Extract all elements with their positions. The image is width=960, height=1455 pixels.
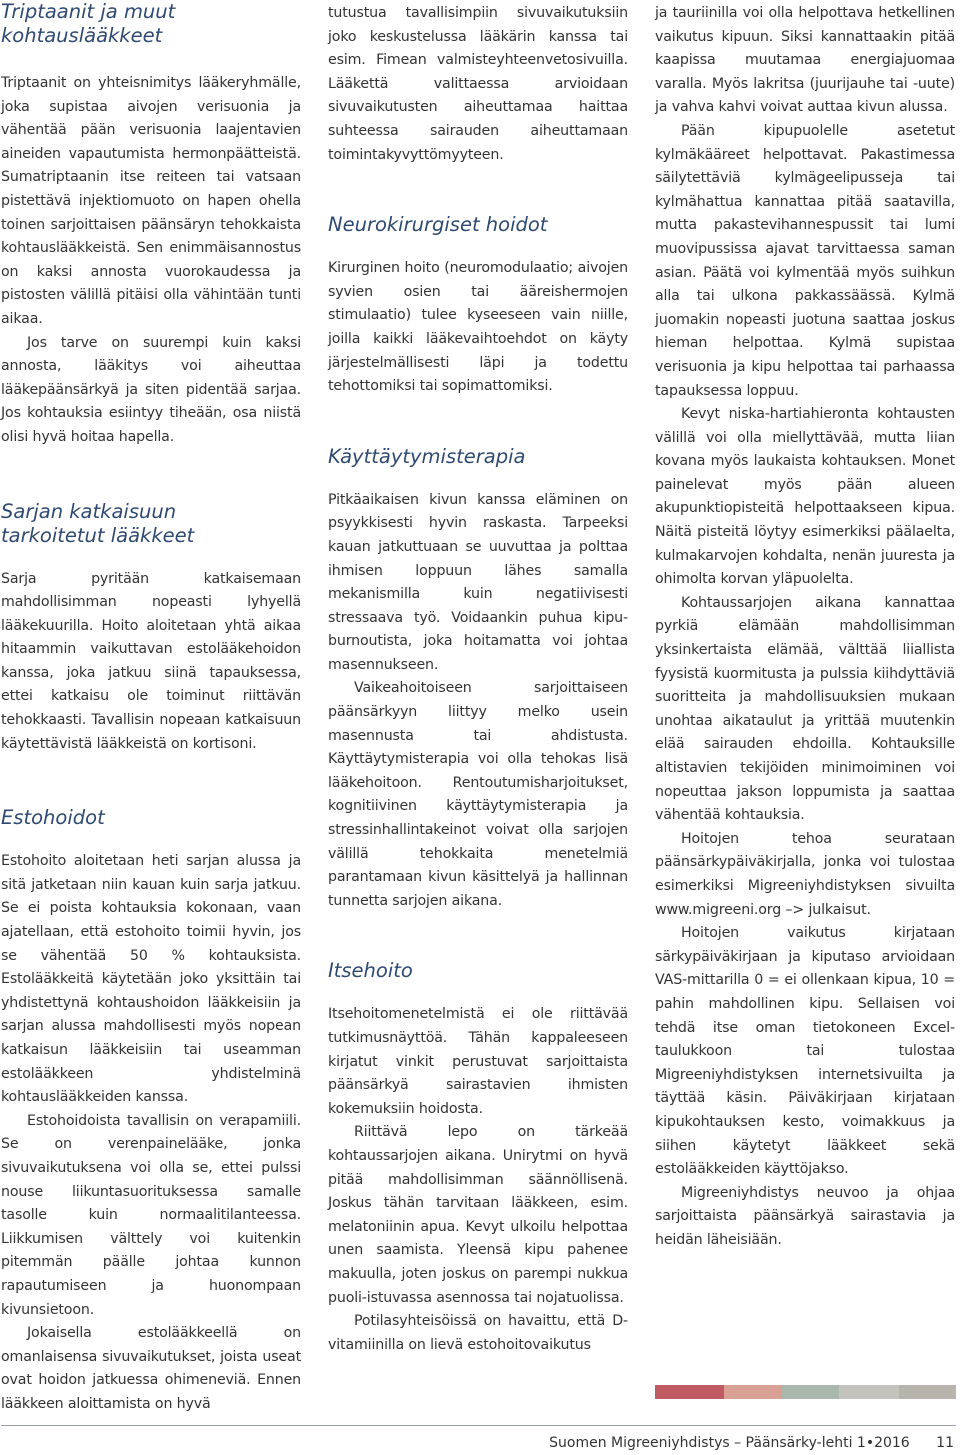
paragraph: ja tauriinilla voi olla helpottava hetkellinen vaikutus kipuun. Siksi kannattaakin pitää kaapissa muutamaa energiajuomaa varalla. Myös lakritsa (juurijauhe tai -uute) ja vahva kahvi voivat auttaa kivun alussa. (655, 5, 955, 116)
paragraph: Riittävä lepo on tärkeää kohtaussarjojen aikana. Unirytmi on hyvä pitää mahdollisimman säännöllisenä. Joskus tähän tarvitaan lääkkeen, esim. melatoniinin apua. Kevyt ulkoilu helpottaa unen saamista. Yleensä kipu pahenee makuulla, joten joskus on parempi nukkua puoli-istuvassa asennossa tai nojatuolissa. (328, 1124, 628, 1306)
color-bar-segment (899, 1385, 956, 1399)
paragraph: tutustua tavallisimpiin sivuvaikutuksiin joko keskustelussa lääkärin kanssa tai esim. Fimean valmisteyhteenvetosivuilla. Lääkettä valittaessa arvioidaan sivuvaikutusten aiheuttamaa haittaa suhteessa sairauden aiheuttamaan toimintakyvyttömyyteen. (328, 5, 628, 163)
color-bar-segment (655, 1385, 724, 1399)
heading-triptaanit: Triptaanit ja muut kohtauslääkkeet (1, 0, 176, 47)
column-2 (328, 0, 628, 1357)
paragraph: Hoitojen vaikutus kirjataan särkypäiväkirjaan ja kiputaso arvioidaan VAS-mittarilla 0 = ei ollenkaan kipua, 10 = pahin mahdollinen kipu. Sellaisen voi tehdä itse oman tietokoneen Excel-taulukkoon tai tulostaa Migreeniyhdistyksen internetsivuilta ja täyttää käsin. Päiväkirjaan kirjataan kipukohtauksen kesto, voimakkuus ja siihen käytetyt lääkkeet sekä estolääkkeiden käyttöjakso. (655, 925, 955, 1178)
color-bar-segment (781, 1385, 838, 1399)
paragraph: Estohoidoista tavallisin on verapamiili. Se on verenpainelääke, jonka sivuvaikutuksena voi olla se, ettei pulssi nouse liikuntasuorituksessa samalle tasolle kuin normaalitilanteessa. Liikkumisen välttely voi kuitenkin pitemmän päälle johtaa kunnon rapautumiseen ja huonompaan kivunsietoon. (1, 1112, 301, 1318)
paragraph: Triptaanit on yhteisnimitys lääkeryhmälle, joka supistaa aivojen verisuonia ja vähentää pään verisuonia laajentavien aineiden vapautumista hermonpäätteistä. Sumatriptaanin itse reiteen tai vatsaan pistettävä injektiomuoto on hapen ohella toinen sarjoittaisen päänsäryn tehokkaista kohtauslääkkeistä. Sen enimmäisannostus on kaksi annosta vuorokaudessa ja pistosten välillä pitäisi olla vähintään tunti aikaa. (1, 75, 301, 327)
column-3 (655, 0, 955, 1252)
paragraph: Vaikeahoitoiseen sarjoittaiseen päänsärkyyn liittyy melko usein masennusta tai ahdistusta. Käyttäytymisterapia voi olla tehokas lisä lääkehoitoon. Rentoutumisharjoitukset, kognitiivinen käyttäytymisterapia ja stressinhallintakeinot voivat olla sarjojen välillä tehokkaita menetelmiä parantamaan kivun käsittelyä ja hallinnan tunnetta sarjojen aikana. (328, 680, 628, 909)
heading-kayttaytymisterapia: Käyttäytymisterapia (328, 444, 526, 468)
column-1 (1, 0, 301, 1417)
footer-publication-title: Suomen Migreeniyhdistys – Päänsärky-lehti 1•2016 (549, 1435, 910, 1451)
heading-estohoidot: Estohoidot (1, 806, 105, 830)
heading-neurokirurgiset-hoidot: Neurokirurgiset hoidot (328, 213, 548, 237)
paragraph: Migreeniyhdistys neuvoo ja ohjaa sarjoittaista päänsärkyä sairastavia ja heidän läheisiään. (655, 1184, 955, 1248)
paragraph: Kevyt niska-hartiahieronta kohtausten välillä voi olla miellyttävää, mutta liian kovana myös laukaista kohtauksen. Monet painelevat myös pään alueen akupunktiopisteitä helpottaakseen kipua. Näitä pisteitä löytyy esimerkiksi päälaelta, kulmakarvojen kohdalta, nenän juuresta ja ohimolta korvan yläpuolelta. (655, 406, 955, 588)
page-footer (549, 1434, 954, 1452)
paragraph: Pään kipupuolelle asetetut kylmäkääreet helpottavat. Pakastimessa säilytettäviä kylmägeelipusseja tai kylmähattua kannattaa pitää saatavilla, mutta pakastevihannespussit tai lumi muovipussissa ajavat tarvittaessa saman asian. Päätä voi kylmentää myös suihkun alla tai ulkona pakkassäässä. Kylmä juomakin nopeasti juotuna saattaa joskus hieman helpottaa. Kylmä supistaa verisuonia ja kipu helpottaa tai parhaassa tapauksessa loppuu. (655, 122, 955, 399)
color-bar-segment (724, 1385, 781, 1399)
paragraph: Pitkäaikaisen kivun kanssa eläminen on psyykkisesti hyvin raskasta. Tarpeeksi kauan jatkuttuaan se uuvuttaa ja polttaa ihmisen loppuun lähes samalla mekanismilla kuin negatiivisesti stressaava työ. Voidaankin puhua kipu-burnoutista, joka hoitamatta voi johtaa masennukseen. (328, 491, 628, 673)
paragraph: Estohoito aloitetaan heti sarjan alussa ja sitä jatketaan niin kauan kuin sarja jatkuu. Se ei poista kohtauksia kokonaan, vaan ajatellaan, että estohoito toimii hyvin, jos se vähentää 50 % kohtauksista. Estolääkkeitä käytetään joko yksittäin tai yhdistettynä kohtaushoidon lääkkeisiin ja sarjan alussa mahdollisesti myös nopean katkaisun lääkkeisiin tai useamman estolääkkeen yhdistelminä kohtauslääkkeiden kanssa. (1, 853, 301, 1106)
heading-sarjan-katkaisu: Sarjan katkaisuun tarkoitetut lääkkeet (1, 499, 195, 547)
color-bar-segment (839, 1385, 899, 1399)
paragraph: Potilasyhteisöissä on havaittu, että D-vitamiinilla on lievä estohoitovaikutus (328, 1313, 628, 1353)
paragraph: Hoitojen tehoa seurataan päänsärkypäiväkirjalla, jonka voi tulostaa esimerkiksi Migreeniyhdistyksen sivuilta www.migreeni.org –> julkaisut. (655, 830, 955, 918)
heading-itsehoito: Itsehoito (328, 959, 413, 983)
paragraph: Kohtaussarjojen aikana kannattaa pyrkiä elämään mahdollisimman yksinkertaista elämää, välttää liiallista fyysistä kuormitusta ja pulssia kiihdyttäviä suoritteita ja mahdollisuuksien mukaan unohtaa aikataulut ja yrittää muutenkin elää sairauden ehdoilla. Kohtauksille altistavien tekijöiden minimoiminen voi nopeuttaa jakson loppumista ja saattaa vähentää kohtauksia. (655, 594, 955, 824)
page-number: 11 (936, 1435, 954, 1451)
paragraph: Jokaisella estolääkkeellä on omanlaisensa sivuvaikutukset, joista useat ovat hoidon jatkuessa ohimeneviä. Ennen lääkkeen aloittamista on hyvä (1, 1325, 301, 1412)
footer-divider (1, 1425, 956, 1426)
decorative-color-bar (655, 1385, 956, 1399)
paragraph: Jos tarve on suurempi kuin kaksi annosta, lääkitys voi aiheuttaa lääkepäänsärkyä ja siten pidentää sarjaa. Jos kohtauksia esiintyy tiheään, osa niistä olisi hyvä hoitaa hapella. (1, 334, 301, 445)
paragraph: Kirurginen hoito (neuromodulaatio; aivojen syvien osien tai ääreishermojen stimulaatio) tulee kyseeseen vain niille, joilla kaikki lääkevaihtoehdot on käyty järjestelmällisesti läpi ja todettu tehottomiksi tai sopimattomiksi. (328, 260, 628, 395)
paragraph: Itsehoitomenetelmistä ei ole riittävää tutkimusnäyttöä. Tähän kappaleeseen kirjatut vinkit perustuvat sarjoittaista päänsärkyä sairastavien ihmisten kokemuksiin hoidosta. (328, 1006, 628, 1117)
paragraph: Sarja pyritään katkaisemaan mahdollisimman nopeasti lyhyellä lääkekuurilla. Hoito aloitetaan yhtä aikaa hitaammin vaikuttavan estolääkehoidon kanssa, joka jatkuu siinä tapauksessa, ettei katkaisu ole toiminut riittävän tehokkaasti. Tavallisin nopeaan katkaisuun käytettävistä lääkkeistä on kortisoni. (1, 570, 301, 752)
